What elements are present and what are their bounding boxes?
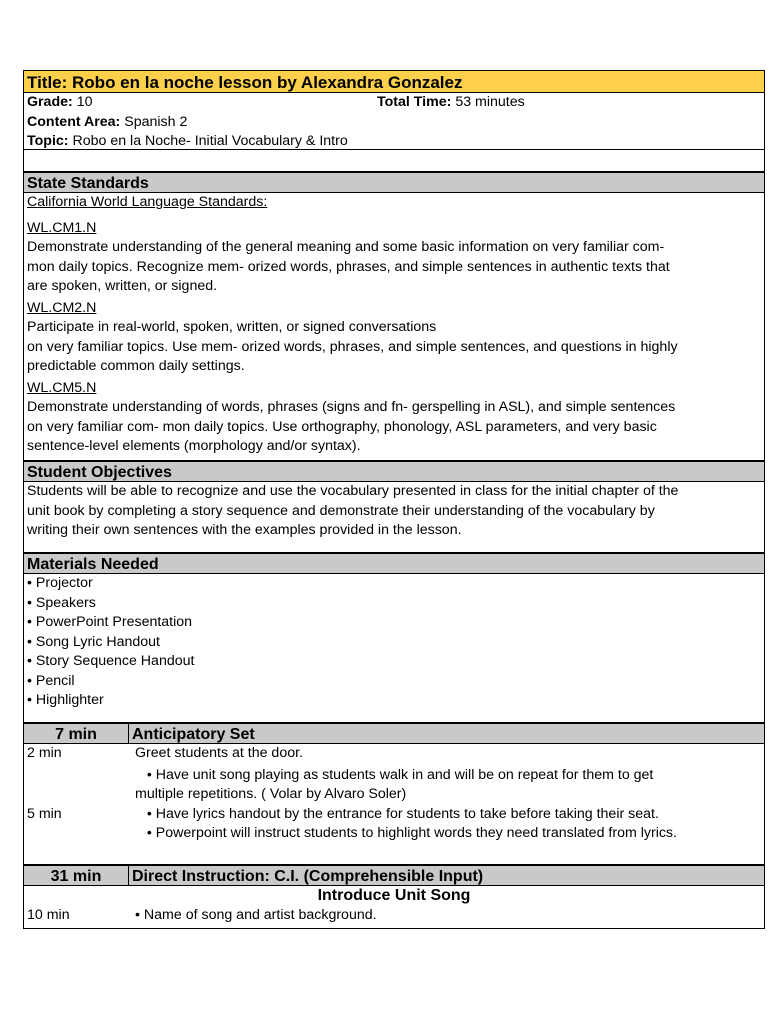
segment-heading: Anticipatory Set bbox=[132, 726, 255, 743]
table-row bbox=[24, 906, 764, 926]
segment-heading: Direct Instruction: C.I. (Comprehensible Input) bbox=[132, 868, 484, 885]
material-item: • PowerPoint Presentation bbox=[27, 614, 193, 630]
standard-item bbox=[24, 379, 764, 457]
row-text: • Have unit song playing as students walk in and will be on repeat for them to get bbox=[135, 766, 654, 783]
materials-section bbox=[23, 574, 765, 723]
standard-text: Demonstrate understanding of the general meaning and some basic information on very familiar com- bbox=[27, 239, 665, 255]
row-time bbox=[24, 766, 132, 786]
lesson-plan bbox=[23, 70, 765, 929]
state-standards-heading: State Standards bbox=[23, 172, 765, 193]
row-text: • Name of song and artist background. bbox=[135, 907, 377, 923]
direct-instruction-section bbox=[23, 886, 765, 929]
content-area-label: Content Area: bbox=[27, 113, 121, 130]
table-row bbox=[24, 805, 764, 825]
standard-code: WL.CM1.N bbox=[27, 219, 97, 236]
anticipatory-set-header bbox=[23, 723, 765, 744]
materials-heading: Materials Needed bbox=[23, 553, 765, 574]
row-text: • Have lyrics handout by the entrance for students to take before taking their seat. bbox=[135, 805, 659, 822]
state-standards-section bbox=[23, 193, 765, 461]
total-time-value: 53 minutes bbox=[455, 94, 525, 110]
direct-instruction-header bbox=[23, 865, 765, 886]
table-row bbox=[24, 824, 764, 844]
standard-text: are spoken, written, or signed. bbox=[27, 278, 218, 294]
row-text: multiple repetitions. ( Volar by Alvaro Soler) bbox=[135, 786, 407, 802]
material-item: • Pencil bbox=[27, 672, 75, 689]
student-objectives-heading: Student Objectives bbox=[23, 461, 765, 482]
row-time bbox=[24, 785, 132, 805]
row-time: 2 min bbox=[27, 745, 62, 761]
lesson-title: Title: Robo en la noche lesson by Alexandra Gonzalez bbox=[23, 70, 765, 93]
objectives-text: writing their own sentences with the examples provided in the lesson. bbox=[27, 522, 462, 538]
material-item: • Story Sequence Handout bbox=[27, 653, 195, 669]
standard-code: WL.CM5.N bbox=[27, 379, 97, 396]
row-text: Greet students at the door. bbox=[135, 745, 303, 761]
segment-time: 31 min bbox=[24, 866, 129, 885]
standard-text: Demonstrate understanding of words, phrases (signs and fn- gerspelling in ASL), and simple sentences bbox=[27, 399, 676, 415]
standard-text: on very familiar com- mon daily topics. Use orthography, phonology, ASL parameters, and very basic bbox=[27, 418, 657, 435]
info-section bbox=[23, 93, 765, 150]
standard-text: sentence-level elements (morphology and/or syntax). bbox=[27, 438, 361, 454]
grade-value: 10 bbox=[76, 94, 93, 110]
standard-item bbox=[24, 299, 764, 377]
row-text: • Powerpoint will instruct students to highlight words they need translated from lyrics. bbox=[135, 825, 677, 841]
table-row bbox=[24, 766, 764, 786]
total-time-label: Total Time: bbox=[377, 94, 452, 110]
standard-text: on very familiar topics. Use mem- orized words, phrases, and simple sentences, and questions in highly bbox=[27, 338, 678, 355]
objectives-text: Students will be able to recognize and use the vocabulary presented in class for the initial chapter of the bbox=[27, 483, 679, 499]
standard-code: WL.CM2.N bbox=[27, 299, 97, 316]
topic-label: Topic: bbox=[27, 133, 69, 149]
grade-label: Grade: bbox=[27, 94, 73, 110]
row-time: 10 min bbox=[27, 907, 70, 923]
standard-text: mon daily topics. Recognize mem- orized words, phrases, and simple sentences in authentic texts that bbox=[27, 258, 670, 275]
row-time bbox=[24, 824, 132, 844]
standard-item bbox=[24, 219, 764, 297]
unit-song-subheading: Introduce Unit Song bbox=[317, 887, 471, 904]
objectives-text: unit book by completing a story sequence and demonstrate their understanding of the vocabulary by bbox=[27, 502, 655, 519]
standards-source: California World Language Standards: bbox=[27, 194, 268, 210]
material-item: • Highlighter bbox=[27, 692, 104, 708]
topic-value: Robo en la Noche- Initial Vocabulary & Intro bbox=[72, 133, 348, 149]
standard-text: Participate in real-world, spoken, written, or signed conversations bbox=[27, 319, 437, 335]
anticipatory-set-section bbox=[23, 744, 765, 865]
student-objectives-section bbox=[23, 482, 765, 553]
material-item: • Song Lyric Handout bbox=[27, 633, 160, 650]
segment-time: 7 min bbox=[24, 724, 129, 743]
material-item: • Speakers bbox=[27, 594, 96, 611]
table-row bbox=[24, 744, 764, 764]
standard-text: predictable common daily settings. bbox=[27, 358, 245, 374]
row-time: 5 min bbox=[27, 805, 62, 822]
table-row bbox=[24, 785, 764, 805]
content-area-value: Spanish 2 bbox=[124, 113, 188, 130]
material-item: • Projector bbox=[27, 575, 93, 591]
